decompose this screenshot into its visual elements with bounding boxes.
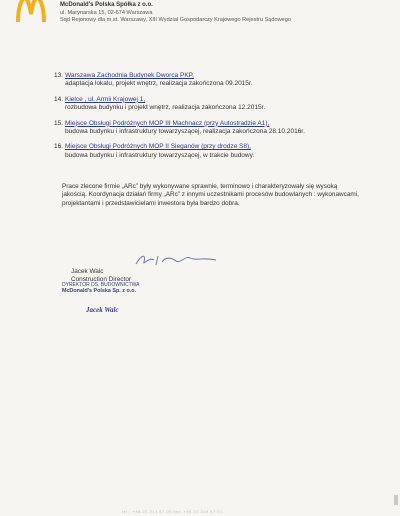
list-item [54,143,374,160]
company-name: McDonald's Polska Spółka z o.o. [60,2,153,8]
list-item [54,96,374,113]
item-number: 14. [54,95,64,103]
project-list [54,72,374,167]
company-address: ul. Marynarska 15, 02-674 Warszawa [60,9,153,16]
page-footer: tel.: +48 22 314 67 00 fax: +48 22 314 67 01 [122,509,223,514]
stamp-signer-name: Jacek Walc [86,306,119,314]
closing-paragraph: Prace zlecone firmie „ARc” były wykonywane sprawnie, terminowo i charakteryzowały się wysoką jakością. Koordynacja działań firmy „ARc” z innymi uczestnikami procesów budowlanych : wykonawcami, projektantami i przedstawicielami inwestora była bardzo dobra. [62,183,359,207]
item-description: rozbudowa budynku i projekt wnętrz, realizacja zakończona 12.2015r. [65,104,266,112]
signer-name: Jacek Walc [71,268,104,275]
item-description: budowa budynku i infrastruktury towarzyszącej, realizacja zakończona 28.10.2016r. [65,128,305,136]
stamp-company: McDonald's Polska Sp. z o.o. [62,288,137,294]
item-title: Miejsce Obsługi Podróżnych MOP III Machnacz (przy Autostradzie A1), [65,119,270,127]
company-header [60,2,291,25]
company-court: Sąd Rejonowy dla m.st. Warszawy, XIII Wydział Gospodarczy Krajowego Rejestru Sądowego [60,17,291,24]
signer-role: Construction Director [71,276,132,283]
stamp-title: DYREKTOR DS. BUDOWNICTWA [62,282,140,288]
item-number: 16. [54,143,64,151]
list-item [54,120,374,137]
item-number: 13. [54,72,64,79]
handwritten-signature [132,252,222,268]
item-description: adaptacja lokalu, projekt wnętrz, realizacja zakończona 09.2015r. [65,80,253,88]
item-number: 15. [54,119,64,127]
item-title: Warszawa Zachodnia Budynek Dworca PKP, [65,72,194,79]
mcdonalds-logo [16,0,46,22]
item-title: Miejsce Obsługi Podróżnych MOP II Sieganów (przy drodze S8), [65,143,251,151]
scan-edge-mark [394,495,398,505]
item-description: budowa budynku i infrastruktury towarzyszącej, w trakcie budowy. [65,151,255,159]
item-title: Kielce , ul. Armii Krajowej 1, [65,95,146,103]
list-item [54,72,374,89]
company-stamp [62,282,140,294]
